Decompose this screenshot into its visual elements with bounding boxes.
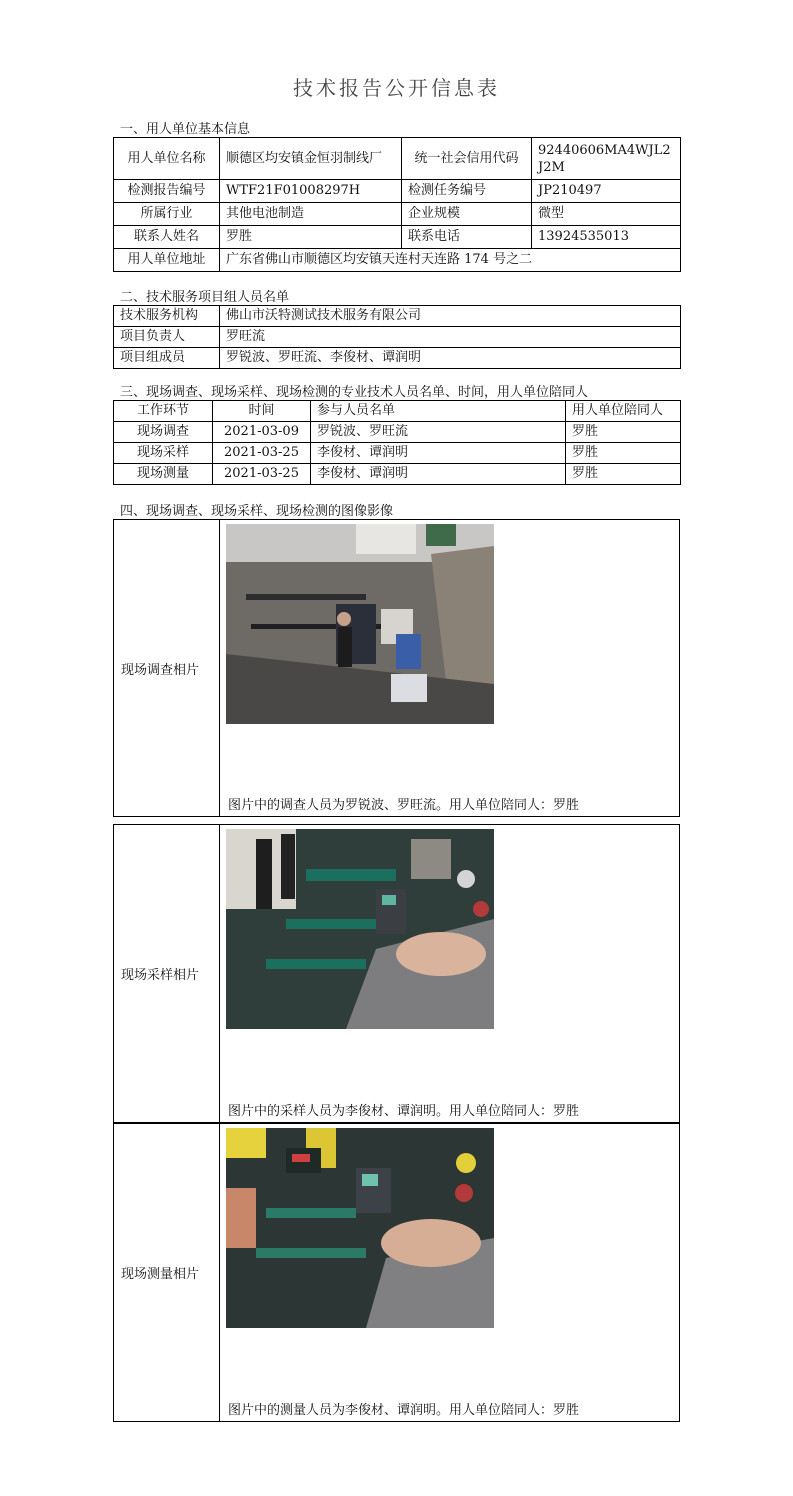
- table-cell: 2021-03-25: [213, 443, 311, 464]
- industry-value: 其他电池制造: [220, 203, 402, 226]
- team-members-value: 罗锐波、罗旺流、李俊材、谭润明: [220, 348, 681, 369]
- table-row: [114, 443, 681, 464]
- contact-name-label: 联系人姓名: [114, 226, 220, 249]
- report-number-label: 检测报告编号: [114, 180, 220, 203]
- schedule-header: 用人单位陪同人: [566, 401, 681, 422]
- photo-label: 现场调查相片: [114, 520, 220, 816]
- contact-phone-label: 联系电话: [402, 226, 532, 249]
- team-members-label: 项目组成员: [114, 348, 220, 369]
- table-cell: 2021-03-09: [213, 422, 311, 443]
- task-number-value: JP210497: [532, 180, 681, 203]
- table-cell: 2021-03-25: [213, 464, 311, 485]
- section-heading-schedule: 三、现场调查、现场采样、现场检测的专业技术人员名单、时间，用人单位陪同人: [120, 385, 589, 400]
- table-row: [114, 422, 681, 443]
- section-heading-basic-info: 一、用人单位基本信息: [120, 122, 251, 137]
- photo-caption: 图片中的调查人员为罗锐波、罗旺流。用人单位陪同人：罗胜: [228, 798, 580, 813]
- section-heading-team: 二、技术服务项目组人员名单: [120, 290, 290, 305]
- photo-row-sampling: [113, 824, 680, 1123]
- section-heading-photos: 四、现场调查、现场采样、现场检测的图像影像: [120, 504, 394, 519]
- company-name-label: 用人单位名称: [114, 138, 220, 180]
- photo-caption: 图片中的测量人员为李俊材、谭润明。用人单位陪同人：罗胜: [228, 1403, 580, 1418]
- project-leader-label: 项目负责人: [114, 327, 220, 348]
- sampling-photo: [226, 829, 494, 1029]
- schedule-header: 参与人员名单: [311, 401, 566, 422]
- report-number-value: WTF21F01008297H: [220, 180, 402, 203]
- industry-label: 所属行业: [114, 203, 220, 226]
- table-cell: 现场采样: [114, 443, 213, 464]
- table-cell: 李俊材、谭润明: [311, 443, 566, 464]
- table-cell: 罗胜: [566, 422, 681, 443]
- schedule-table: [113, 400, 681, 485]
- company-address-value: 广东省佛山市顺德区均安镇天连村天连路 174 号之二: [220, 249, 681, 272]
- company-name-value: 顺德区均安镇金恒羽制线厂: [220, 138, 402, 180]
- basic-info-table: [113, 137, 681, 272]
- project-leader-value: 罗旺流: [220, 327, 681, 348]
- table-cell: 李俊材、谭润明: [311, 464, 566, 485]
- task-number-label: 检测任务编号: [402, 180, 532, 203]
- table-cell: 现场测量: [114, 464, 213, 485]
- survey-photo-illustration: [226, 524, 494, 724]
- photo-row-measurement: [113, 1123, 680, 1422]
- contact-name-value: 罗胜: [220, 226, 402, 249]
- team-table: [113, 305, 681, 369]
- survey-photo: [226, 524, 494, 724]
- credit-code-value: 92440606MA4WJL2J2M: [532, 138, 681, 180]
- table-cell: 现场调查: [114, 422, 213, 443]
- company-address-label: 用人单位地址: [114, 249, 220, 272]
- schedule-header: 时间: [213, 401, 311, 422]
- photo-caption: 图片中的采样人员为李俊材、谭润明。用人单位陪同人：罗胜: [228, 1104, 580, 1119]
- page-title: 技术报告公开信息表: [293, 76, 500, 100]
- contact-phone-value: 13924535013: [532, 226, 681, 249]
- table-cell: 罗胜: [566, 464, 681, 485]
- credit-code-label: 统一社会信用代码: [402, 138, 532, 180]
- table-cell: 罗锐波、罗旺流: [311, 422, 566, 443]
- measurement-photo: [226, 1128, 494, 1328]
- company-scale-label: 企业规模: [402, 203, 532, 226]
- photo-label: 现场采样相片: [114, 825, 220, 1122]
- table-cell: 罗胜: [566, 443, 681, 464]
- measurement-photo-illustration: [226, 1128, 494, 1328]
- table-row: [114, 464, 681, 485]
- service-org-label: 技术服务机构: [114, 306, 220, 327]
- photo-label: 现场测量相片: [114, 1124, 220, 1421]
- service-org-value: 佛山市沃特测试技术服务有限公司: [220, 306, 681, 327]
- sampling-photo-illustration: [226, 829, 494, 1029]
- schedule-header: 工作环节: [114, 401, 213, 422]
- company-scale-value: 微型: [532, 203, 681, 226]
- photo-row-survey: [113, 519, 680, 817]
